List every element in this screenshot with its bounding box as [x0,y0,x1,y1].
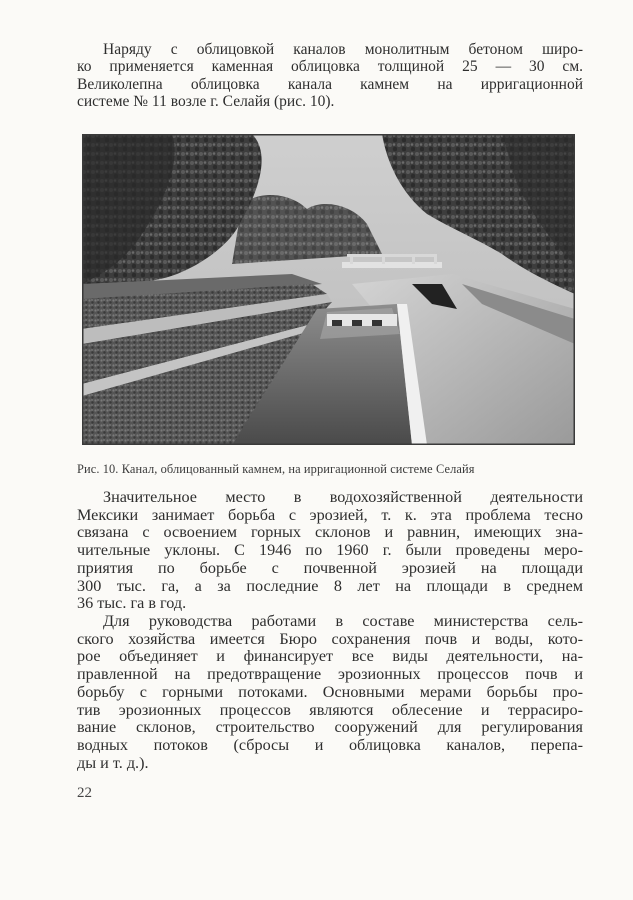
text-line: ко применяется каменная облицовка толщиной 25 — 30 см. [77,58,583,76]
paragraph-soil-bureau [77,613,583,772]
text-line: тив эрозионных процессов являются облесение и террасиро- [77,700,583,719]
text-line: связана с освоением горных склонов и равнин, имеющих зна- [77,523,583,542]
figure-photo-canal [82,134,575,445]
text-line: 300 тыс. га, а за последние 8 лет на площади в среднем [77,576,583,595]
paragraph-stone-lining [77,41,583,111]
text-line: рое объединяет и финансирует все виды деятельности, на- [77,647,583,666]
text-line: приятия по борьбе с почвенной эрозией на площади [77,558,583,577]
page-number: 22 [77,785,92,801]
text-line: ды и т. д.). [77,753,149,772]
paragraph-erosion [77,489,583,613]
text-line: правленной на предотвращение эрозионных процессов почв и [77,665,583,684]
figure-caption: Рис. 10. Канал, облицованный камнем, на ирригационной системе Селайя [77,462,475,476]
text-line: 36 тыс. га в год. [77,594,187,613]
text-line: чительные уклоны. С 1946 по 1960 г. были проведены меро- [77,541,583,560]
text-line: системе № 11 возле г. Селайя (рис. 10). [77,93,335,111]
text-line: Наряду с облицовкой каналов монолитным бетоном широ- [103,41,583,58]
text-line: Значительное место в водохозяйственной деятельности [103,488,583,506]
text-line: Для руководства работами в составе министерства сель- [103,612,583,630]
text-line: водных потоков (сбросы и облицовка каналов, перепа- [77,735,583,754]
text-line: вание склонов, строительство сооружений для регулирования [77,718,583,737]
text-line: Мексики занимает борьба с эрозией, т. к. эта проблема тесно [77,505,583,524]
text-line: Великолепна облицовка канала камнем на ирригационной [77,75,583,93]
canal-photo-illustration [82,134,575,445]
text-line: ского хозяйства имеется Бюро сохранения почв и воды, кото- [77,629,583,648]
text-line: борьбу с горными потоками. Основными мерами борьбы про- [77,682,583,701]
